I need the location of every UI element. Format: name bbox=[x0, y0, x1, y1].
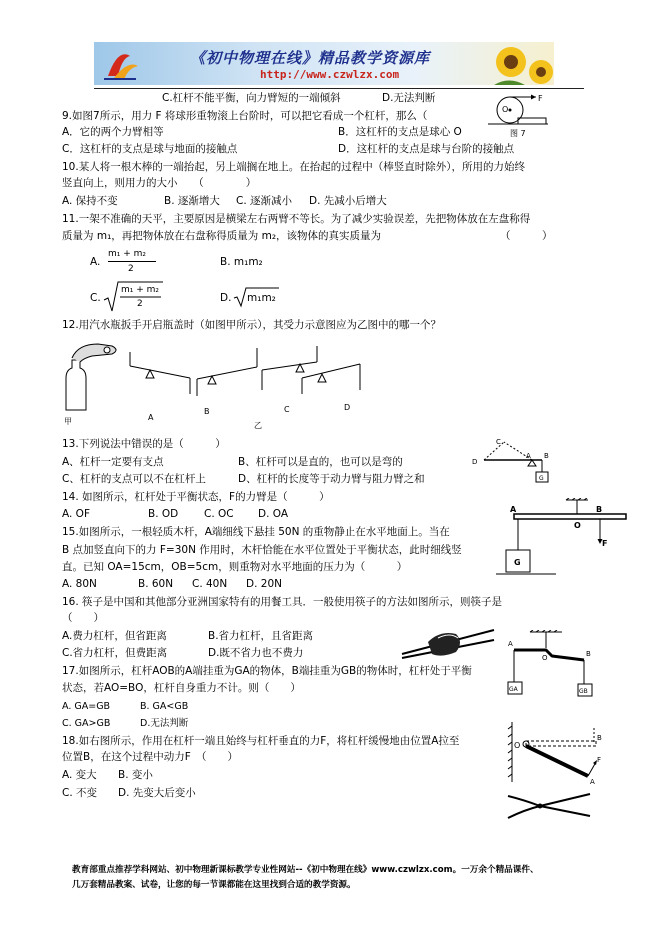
q11-option-a-label: A. bbox=[90, 256, 101, 268]
q15-fig-F: F bbox=[602, 539, 608, 548]
q12-label-yi: 乙 bbox=[254, 421, 262, 430]
q18-figure bbox=[504, 718, 604, 786]
q15-figure bbox=[496, 498, 628, 582]
q9-figure bbox=[488, 92, 550, 146]
q12-label-b: B bbox=[204, 407, 210, 416]
q11-option-c-num: m₁ + m₂ bbox=[121, 285, 160, 295]
q9-fig-F: F bbox=[538, 94, 543, 103]
sunflower-image bbox=[489, 42, 554, 85]
footer-line2: 几万套精品教案、试卷，让您的每一节课都能在这里找到合适的教学资源。 bbox=[72, 880, 356, 890]
q12-label-d: D bbox=[344, 403, 351, 412]
q16-option-c: C.省力杠杆，但费距离 bbox=[62, 647, 168, 659]
q13-fig-A: A bbox=[526, 452, 531, 460]
q8-option-c: C.杠杆不能平衡，向力臂短的一端倾斜 bbox=[162, 92, 341, 104]
q12-label-jia: 甲 bbox=[64, 417, 72, 426]
q17-line1: 17.如图所示，杠杆AOB的A端挂重为GA的物体，B端挂重为GB的物体时，杠杆处于平衡 bbox=[62, 665, 472, 677]
q18-line2: 位置B，在这个过程中动力F （ ） bbox=[62, 751, 238, 763]
q17-fig-GA: GA bbox=[509, 686, 518, 693]
q18-pliers-figure bbox=[506, 790, 592, 826]
q17-fig-O: O bbox=[542, 654, 548, 662]
q9-option-c: C．这杠杆的支点是球与地面的接触点 bbox=[62, 143, 238, 155]
q11-option-d-expr: m₁m₂ bbox=[247, 292, 276, 304]
q12-figure bbox=[62, 334, 364, 434]
q14-option-d: D. OA bbox=[258, 508, 289, 520]
q12-diagram-b bbox=[197, 348, 257, 396]
q13-option-d: D、杠杆的长度等于动力臂与阻力臂之和 bbox=[238, 473, 425, 485]
q14-stem: 14. 如图所示，杠杆处于平衡状态，F的力臂是（ ） bbox=[62, 491, 330, 503]
q11-paren: （ ） bbox=[500, 230, 553, 242]
q18-line1: 18.如右图所示，作用在杠杆一端且始终与杠杆垂直的力F，将杠杆缓慢地由位置A拉至 bbox=[62, 735, 460, 747]
q18-option-d: D. 先变大后变小 bbox=[118, 787, 196, 799]
q12-label-c: C bbox=[284, 405, 290, 414]
q18-fig-A: A bbox=[590, 778, 595, 786]
q17-line2: 状态，若AO=BO，杠杆自身重力不计。则（ ） bbox=[62, 682, 301, 694]
q18-option-a: A. 变大 bbox=[62, 769, 97, 781]
q18-fig-B: B bbox=[597, 734, 602, 742]
q16-option-a: A.费力杠杆，但省距离 bbox=[62, 630, 167, 642]
banner-title: 《初中物理在线》精品教学资源库 bbox=[190, 49, 431, 67]
q14-option-b: B. OD bbox=[148, 508, 179, 520]
q11-option-a-num: m₁ + m₂ bbox=[108, 249, 147, 259]
header-banner bbox=[94, 42, 554, 85]
q11-line2: 质量为 m₁，再把物体放在右盘称得质量为 m₂，该物体的真实质量为 bbox=[62, 230, 382, 242]
q15-option-d: D. 20N bbox=[246, 578, 282, 590]
q11-option-c-label: C. bbox=[90, 292, 101, 304]
q15-option-c: C. 40N bbox=[192, 578, 228, 590]
q11-option-c-den: 2 bbox=[137, 299, 143, 309]
q9-option-d: D．这杠杆的支点是球与台阶的接触点 bbox=[338, 143, 515, 155]
q12-stem: 12.用汽水瓶扳手开启瓶盖时（如图甲所示），其受力示意图应为乙图中的哪一个？ bbox=[62, 319, 441, 331]
q11-option-a-den: 2 bbox=[128, 264, 134, 274]
q17-option-a: A. GA=GB bbox=[62, 701, 111, 712]
q12-bottle-opener bbox=[66, 344, 116, 410]
q17-figure bbox=[500, 630, 600, 702]
q10-line1: 10.某人将一根木棒的一端抬起，另上端搁在地上。在抬起的过程中（棒竖直时除外），所用的力始终 bbox=[62, 161, 525, 173]
q18-option-b: B. 变小 bbox=[118, 769, 153, 781]
q13-fig-G: G bbox=[539, 475, 544, 482]
q13-option-b: B、杠杆可以是直的，也可以是弯的 bbox=[238, 456, 403, 468]
banner-url: http://www.czwlzx.com bbox=[260, 68, 400, 81]
site-logo bbox=[100, 46, 140, 82]
q15-option-a: A. 80N bbox=[62, 578, 97, 590]
q10-option-d: D. 先减小后增大 bbox=[309, 195, 387, 207]
q16-line1: 16. 筷子是中国和其他部分亚洲国家特有的用餐工具．一般使用筷子的方法如图所示，则筷子是 bbox=[62, 596, 503, 608]
q13-fig-D: D bbox=[472, 458, 478, 466]
q10-line2: 竖直向上，则用力的大小 （ ） bbox=[62, 177, 257, 189]
q18-option-c: C. 不变 bbox=[62, 787, 98, 799]
q9-option-b: B．这杠杆的支点是球心 O bbox=[338, 126, 462, 138]
q17-fig-GB: GB bbox=[579, 688, 588, 695]
q13-fig-C: C bbox=[496, 438, 501, 446]
q11-option-b: B. m₁m₂ bbox=[220, 256, 263, 268]
q9-stem: 9.如图7所示，用力 F 将球形重物滚上台阶时，可以把它看成一个杠杆，那么（ bbox=[62, 110, 428, 122]
header-rule bbox=[94, 88, 584, 89]
q17-option-d: D.无法判断 bbox=[140, 718, 189, 729]
q15-option-b: B. 60N bbox=[138, 578, 174, 590]
q15-fig-A: A bbox=[510, 505, 517, 514]
q9-fig-O: O bbox=[502, 105, 509, 114]
q10-option-c: C. 逐渐减小 bbox=[236, 195, 293, 207]
q8-option-d: D.无法判断 bbox=[382, 92, 436, 104]
q12-diagram-d bbox=[302, 364, 360, 394]
q12-label-a: A bbox=[148, 413, 154, 422]
q16-chopsticks-figure bbox=[398, 624, 498, 662]
footer-line1: 教育部重点推荐学科网站、初中物理新课标教学专业性网站--《初中物理在线》www.czwlzx.com。一万余个精品课件、 bbox=[72, 865, 539, 875]
q13-fig-B: B bbox=[544, 452, 549, 460]
q16-line2: （ ） bbox=[62, 612, 104, 624]
q14-option-c: C. OC bbox=[204, 508, 234, 520]
q17-fig-B: B bbox=[586, 650, 591, 658]
q9-fig-caption: 图 7 bbox=[510, 129, 526, 138]
q10-option-a: A. 保持不变 bbox=[62, 195, 118, 207]
q15-line2: B 点加竖直向下的力 F=30N 作用时，木杆恰能在水平位置处于平衡状态，此时细线竖 bbox=[62, 544, 462, 556]
q18-fig-O: O bbox=[514, 741, 521, 750]
q15-line3: 直。已知 OA=15cm，OB=5cm，则重物对水平地面的压力为（ ） bbox=[62, 561, 408, 573]
q16-option-d: D.既不省力也不费力 bbox=[208, 647, 304, 659]
q10-option-b: B. 逐渐增大 bbox=[164, 195, 220, 207]
q12-diagram-c bbox=[262, 346, 317, 390]
q9-option-a: A．它的两个力臂相等 bbox=[62, 126, 164, 138]
q11-option-d-label: D. bbox=[220, 292, 232, 304]
q14-option-a: A. OF bbox=[62, 508, 90, 520]
q15-fig-G: G bbox=[514, 558, 521, 567]
q17-option-b: B. GA<GB bbox=[140, 701, 189, 712]
q15-fig-B: B bbox=[596, 505, 603, 514]
q13-figure bbox=[470, 436, 570, 486]
q17-fig-A: A bbox=[508, 640, 513, 648]
q16-option-b: B.省力杠杆，且省距离 bbox=[208, 630, 314, 642]
q12-diagram-a bbox=[130, 352, 190, 394]
q17-option-c: C. GA>GB bbox=[62, 718, 111, 729]
q13-option-c: C、杠杆的支点可以不在杠杆上 bbox=[62, 473, 206, 485]
q13-option-a: A、杠杆一定要有支点 bbox=[62, 456, 164, 468]
q11-line1: 11.一架不准确的天平，主要原因是横梁左右两臂不等长。为了减少实验误差，先把物体放在左盘称得 bbox=[62, 213, 531, 225]
q11-option-a-fraction-bar bbox=[108, 261, 156, 262]
q15-fig-O: O bbox=[574, 521, 581, 530]
q13-stem: 13.下列说法中错误的是（ ） bbox=[62, 438, 226, 450]
q18-fig-F: F bbox=[597, 756, 602, 764]
q15-line1: 15.如图所示，一根轻质木杆，A端细线下悬挂 50N 的重物静止在水平地面上。当在 bbox=[62, 526, 450, 538]
